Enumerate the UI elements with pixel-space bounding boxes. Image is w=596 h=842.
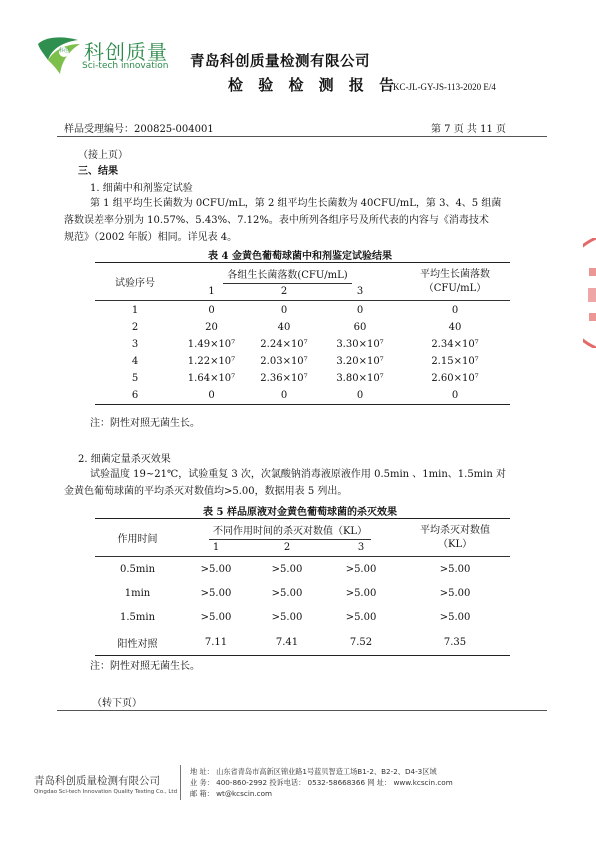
page-info: 第 7 页 共 11 页 — [431, 124, 506, 135]
table5-cell: >5.00 — [200, 563, 232, 575]
table4-cell: 2.03×10⁷ — [260, 356, 308, 367]
bottom-rule — [57, 710, 547, 711]
sub1-para-line: 规范》（2002 年版）相同。详见表 4。 — [64, 232, 238, 243]
sub2-para-line: 金黄色葡萄球菌的平均杀灭对数值均>5.00，数据用表 5 列出。 — [64, 486, 348, 497]
table4-header-group: 各组生长菌落数(CFU/mL) — [175, 263, 400, 284]
table4-cell-avg: 2.15×10⁷ — [431, 356, 479, 367]
table5-cell-avg: >5.00 — [439, 611, 471, 623]
table5-cell-id: 1.5min — [119, 611, 156, 623]
footer-address: 地 址： 山东省青岛市高新区锦业路1号蓝贝智造工场B1-2、B2-2、D4-3区域 — [190, 767, 437, 776]
table5-cell-avg: >5.00 — [439, 563, 471, 575]
report-title: 检 验 检 测 报 告 — [228, 76, 400, 94]
table4-cell: 40 — [277, 322, 291, 333]
footer-divider — [180, 765, 181, 800]
footer-company-cn: 青岛科创质量检测有限公司 — [34, 775, 160, 787]
sub1-title: 1. 细菌中和剂鉴定试验 — [90, 183, 193, 194]
table4-cell: 0 — [356, 390, 364, 401]
table5-cell: 7.41 — [275, 636, 299, 648]
table4 — [95, 262, 510, 405]
sub2-title: 2. 细菌定量杀灭效果 — [78, 454, 171, 465]
table4-cell: 3.80×10⁷ — [336, 373, 384, 384]
table-row — [95, 336, 510, 353]
table5-cell: >5.00 — [345, 563, 377, 575]
table5-cell: 7.11 — [204, 636, 228, 648]
logo-mark-icon — [34, 30, 84, 78]
table4-cell-avg: 0 — [451, 304, 459, 316]
footer-company-en: Qingdao Sci-tech Innovation Quality Testing Co., Ltd — [34, 789, 178, 795]
table-row — [95, 319, 510, 336]
table4-cell-id: 2 — [131, 322, 139, 333]
table4-cell-avg: 40 — [448, 322, 462, 333]
table5-note: 注：阴性对照无菌生长。 — [90, 661, 200, 672]
table-row — [95, 629, 510, 656]
table5-header-group: 不同作用时间的杀灭对数值（KL） — [180, 519, 400, 540]
table5-cell-avg: 7.35 — [443, 636, 467, 648]
seal-stamp-icon — [583, 238, 596, 348]
table4-cell: 20 — [205, 322, 218, 333]
table5-cell: >5.00 — [345, 611, 377, 623]
sub1-para-line: 第 1 组平均生长菌数为 0CFU/mL，第 2 组平均生长菌数为 40CFU/mL，第 3、4、5 组菌 — [90, 198, 502, 209]
table4-header-id: 试验序号 — [95, 263, 175, 301]
table4-cell: 1.64×10⁷ — [187, 373, 236, 384]
table5-cell-id: 1min — [124, 587, 151, 599]
table5-cell: >5.00 — [271, 563, 303, 575]
table5-cell: >5.00 — [200, 611, 232, 623]
table4-cell: 2.24×10⁷ — [260, 339, 308, 350]
sub2-paragraph — [64, 466, 554, 500]
table4-cell: 0 — [356, 304, 364, 316]
table4-cell: 3.30×10⁷ — [336, 339, 384, 350]
table4-cell-id: 1 — [131, 304, 139, 316]
section-title: 三、结果 — [78, 166, 118, 177]
table5-caption: 表 5 样品原液对金黄色葡萄球菌的杀灭效果 — [203, 507, 397, 518]
table4-cell-id: 5 — [131, 373, 139, 384]
table4-cell-id: 6 — [131, 390, 139, 401]
table5-cell-avg: >5.00 — [439, 587, 471, 599]
table5 — [95, 518, 510, 656]
table5-cell: >5.00 — [271, 611, 303, 623]
logo-small-text: 科创 — [59, 48, 70, 54]
table-row — [95, 557, 510, 582]
table4-header-avg: 平均生长菌落数 （CFU/mL） — [400, 263, 510, 301]
table5-subheader: 1 — [212, 542, 220, 553]
table4-cell: 0 — [280, 390, 288, 401]
footer-phone: 业 务： 400-860-2992 投诉电话： 0532-58668366 网 址： www.kcscin.com — [190, 778, 453, 787]
table5-cell-id: 阳性对照 — [117, 638, 158, 650]
table5-subheader: 2 — [283, 542, 291, 553]
table4-subheader: 2 — [280, 286, 288, 297]
company-name: 青岛科创质量检测有限公司 — [190, 54, 370, 70]
table-row — [95, 581, 510, 605]
table4-cell: 60 — [353, 322, 367, 333]
table5-cell: >5.00 — [200, 587, 232, 599]
table-row — [95, 353, 510, 370]
table4-cell-avg: 0 — [451, 390, 459, 401]
logo-chinese-name: 科创质量 — [84, 40, 168, 64]
table4-caption: 表 4 金黄色葡萄球菌中和剂鉴定试验结果 — [208, 251, 392, 262]
sub1-para-line: 落数误差率分别为 10.57%、5.43%、7.12%。表中所列各组序号及所代表的内容与《消毒技术 — [64, 215, 489, 226]
sample-number: 样品受理编号：200825-004001 — [64, 124, 214, 135]
table5-subheader: 3 — [357, 542, 365, 553]
document-code: KC-JL-GY-JS-113-2020 E/4 — [393, 82, 496, 92]
table-row — [95, 387, 510, 405]
footer-email: 邮 箱： wt@kcscin.com — [190, 789, 273, 798]
table-row — [95, 370, 510, 387]
table5-cell: >5.00 — [345, 587, 377, 599]
table4-cell: 0 — [280, 304, 288, 316]
table4-cell-avg: 2.34×10⁷ — [431, 339, 479, 350]
sub1-paragraph — [64, 195, 554, 246]
logo-english-name: Sci-tech innovation — [82, 61, 169, 71]
continued-to: （转下页） — [92, 698, 142, 709]
table4-cell-id: 4 — [131, 356, 139, 367]
table-row — [95, 301, 510, 320]
table4-cell: 3.20×10⁷ — [336, 356, 384, 367]
table5-header-id: 作用时间 — [95, 519, 180, 557]
table4-cell: 0 — [208, 390, 215, 401]
table5-cell: 7.52 — [349, 636, 373, 648]
table5-cell: >5.00 — [271, 587, 303, 599]
table-row — [95, 605, 510, 629]
table4-subheader: 3 — [356, 286, 364, 297]
sub2-para-line: 试验温度 19~21℃，试验重复 3 次，次氯酸钠消毒液原液作用 0.5min 、1min、1.5min 对 — [90, 469, 506, 480]
table4-cell-avg: 2.60×10⁷ — [431, 373, 479, 384]
header-rule — [57, 136, 547, 137]
table5-header-avg: 平均杀灭对数值 （KL） — [400, 519, 510, 557]
table4-cell-id: 3 — [131, 339, 139, 350]
table4-cell: 0 — [208, 304, 215, 316]
table4-note: 注：阴性对照无菌生长。 — [90, 418, 200, 429]
table4-subheader: 1 — [208, 286, 215, 297]
table4-cell: 1.49×10⁷ — [187, 339, 236, 350]
table5-cell-id: 0.5min — [119, 563, 156, 575]
continued-from: （接上页） — [78, 150, 128, 161]
table4-cell: 1.22×10⁷ — [187, 356, 236, 367]
table4-cell: 2.36×10⁷ — [260, 373, 308, 384]
